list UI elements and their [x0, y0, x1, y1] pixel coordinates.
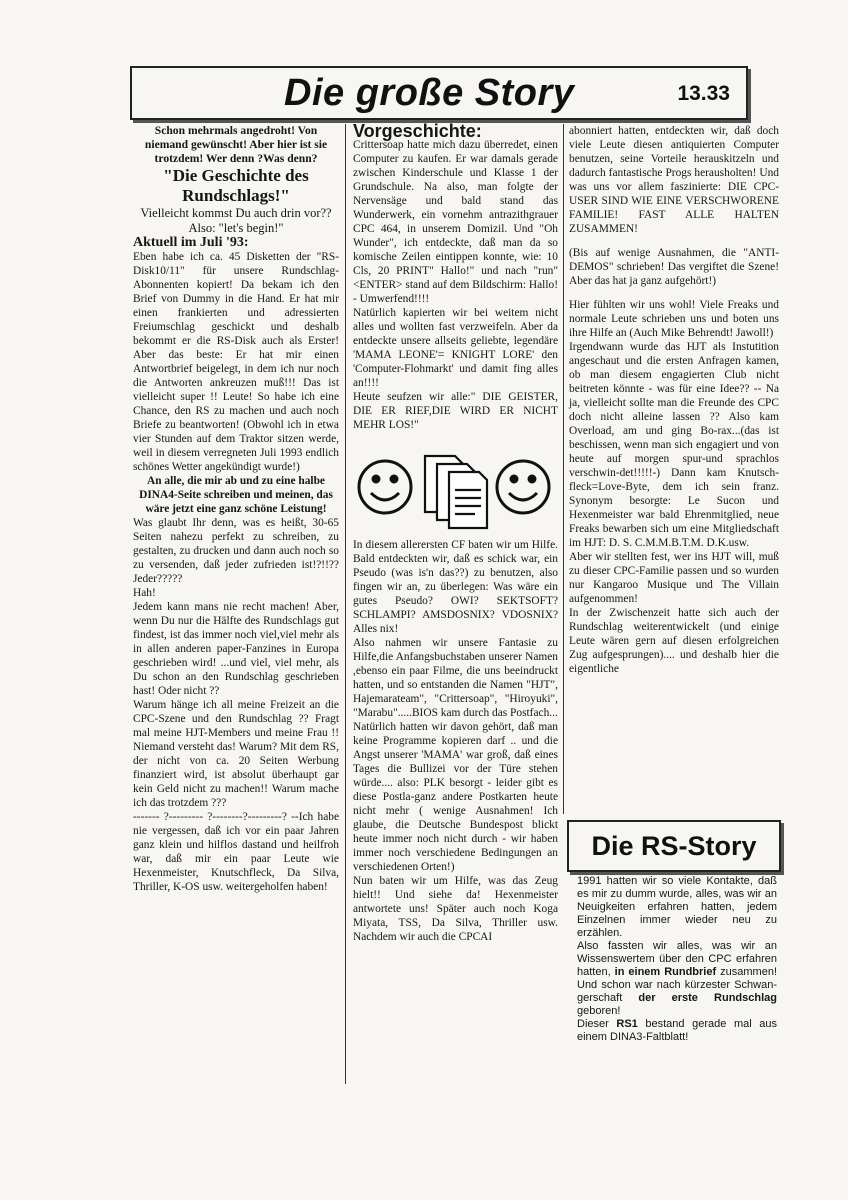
paragraph: Jedem kann mans nie recht machen! Aber, wenn Du nur die Hälfte des Rundschlags gut findest, ist das immer noch viel,viel mehr als in allen anderen paper-Fanzines in Europa geschrieben wird! ...und viel, viel mehr, als Du schon an den Rundschlag geschrieben hast! Oder nicht ??	[133, 601, 339, 697]
text: geboren!	[577, 1005, 621, 1017]
intro-line-2: Also: "let's begin!"	[188, 221, 284, 235]
rs-story-header-box	[567, 820, 781, 872]
smiley-right-icon	[497, 461, 549, 513]
paragraph: Natürlich hatten wir davon gehört, daß man keine Programme kopieren darf .. und die Angst unserer 'MAMA' war groß, daß eines Tages die Bullizei vor der Türe stehen würde.... also: PLK besorgt - leider gibt es diese Postla-ganz andere Postkarten heute nicht mehr ( wenige Ausnahmen! Ich glaube, die Deutsche Bundespost blickt heute immer noch nicht durch - wir haben immer noch verschiedene Bedingungen an verschiedenen Orten!)	[353, 721, 558, 873]
paragraph: Hah!	[133, 587, 156, 599]
paragraph: Crittersoap hatte mich dazu überredet, einen Computer zu kaufen. Er war damals gerade zwischen Kinderschule und Klasse 1 der Grundschule. Na also, man folgte der Nervensäge und bald stand das Wunderwerk, ein vornehm antrazithgrauer CPC 464, in unserem Domizil. Und "Oh Wunder", ich entdeckte, daß man da so komische Zeilen eintippen konnte, wie: 10 Cls, 20 PRINT" Hallo!" und nach "run" <ENTER> stand auf dem Bildschirm: Hallo! - Umwerfend!!!!	[353, 139, 558, 305]
paragraph: (Bis auf wenige Ausnahmen, die "ANTI-DEMOS" schrieben! Das vergiftet die Szene! Aber das hat ja ganz aufgehört!)	[569, 247, 779, 287]
paragraph: In diesem allerersten CF baten wir um Hilfe. Bald entdeckten wir, daß es schick war, ein Pseudo (was is'n das??) zu benutzen, also fingen wir an, zu überlegen: Was wäre ein gutes Pseudo? OWI? SEKTSOFT? SCHLAMPI? AMSDOSNIX? VDOSNIX? Alles nix!	[353, 539, 558, 635]
header-box	[130, 66, 748, 120]
paragraph: Natürlich kapierten wir bei weitem nicht alles und wollten fast verzweifeln. Aber da entdeckte unsere allseits geliebte, legendäre 'MAMA LEONE'= KNIGHT LORE' den 'Computer-Flohmarkt' und damit fing alles an!!!!	[353, 307, 558, 389]
paragraph: Warum hänge ich all meine Freizeit an die CPC-Szene und den Rundschlag ?? Fragt mal meine HJT-Members und meine Frau !! Niemand versteht das! Warum? Mit dem RS, der nicht von ca. 20 Seiten Werbung finanziert wird, ist absolut überhaupt gar kein Geld nicht zu machen!! Warum mache ich das trotzdem ???	[133, 699, 339, 809]
paragraph	[577, 940, 777, 1018]
paragraph: Irgendwann wurde das HJT als Instutition angeschaut und die ersten Anfragen kamen, ob man diesem engagierten Club nicht beitreten könnte - was für eine Idee?? -- Na ja, vielleicht sollte man die Freunde des CPC doch nicht alleine lassen ?? Also kam Overload, am und ging Bo-rax...(das ist beschissen, wenn man sich engagiert und von heute auf morgen spur-und sprachlos verschwin-det!!!!!-) Dann kam Knutsch-fleck=Love-Byte, dem ich sein franz. Synonym besorgte: Le Sucon und Hexenmeister war bald Ehrenmitglied, neue Freaks bewarben sich um eine Mitgliedschaft im HJT: D. S. C.M.M.B.T.M. D.K.usw.	[569, 341, 779, 549]
text: Also fassten wir alles, was wir an Wissenswertem über den CPC erfahren hatten,	[577, 940, 777, 978]
page-title: Die große Story	[284, 72, 575, 114]
page-number: 13.33	[677, 82, 730, 105]
column-1	[133, 124, 339, 894]
section-heading-vorgeschichte: Vorgeschichte:	[353, 121, 482, 141]
column-divider-2	[563, 124, 564, 814]
smiley-left-icon	[359, 461, 411, 513]
intro-line-1: Vielleicht kommst Du auch drin vor??	[140, 206, 332, 220]
text: zusammen! Und schon war nach kürzester Schwan-gerschaft	[577, 966, 777, 1004]
story-title: "Die Geschichte des Rundschlags!"	[163, 166, 309, 205]
bold-text: RS1	[616, 1018, 638, 1030]
column-2	[353, 121, 558, 944]
column-3	[569, 124, 779, 676]
documents-icon	[425, 456, 487, 528]
paragraph: ------- ?--------- ?--------?---------? --Ich habe nie vergessen, daß ich vor ein paar Jahren ganz klein und hilflos dastand und heilfroh war, daß mir ein paar Leute wie Hexenmeister, Knutschfleck, Da Silva, Thriller, K-OS usw. weitergeholfen haben!	[133, 811, 339, 893]
bold-text: in einem Rundbrief	[614, 966, 717, 978]
paragraph: In der Zwischenzeit hatte sich auch der Rundschlag weiterentwickelt (und einige Leute wären gern auf diesen erfolgreichen Zug aufgesprungen).... und deshalb hier die eigentliche	[569, 607, 779, 675]
text: bestand gerade mal aus einem DINA3-Faltblatt!	[577, 1018, 777, 1043]
section-heading-aktuell: Aktuell im Juli '93:	[133, 235, 249, 250]
paragraph: Nun baten wir um Hilfe, was das Zeug hielt!! Und siehe da! Hexenmeister antwortete uns! Später auch noch Koga Miyata, TSS, Da Silva, Thriller usw. Nachdem wir auch die CPCAI	[353, 875, 558, 943]
text: Dieser	[577, 1018, 609, 1030]
paragraph: Also nahmen wir unsere Fantasie zu Hilfe,die Anfangsbuchstaben unserer Namen ,ebenso ein paar Filme, die uns beeindruckt hatten, und so entstanden die Namen "HJT", Hajemarateam", "Crittersoap", "Hiroyuki", "Marabu".....BIOS kam durch das Postfach...	[353, 637, 558, 719]
paragraph: 1991 hatten wir so viele Kontakte, daß es mir zu dumm wurde, alles, was wir an Neuigkeiten erfahren hatten, jedem Einzelnen immer wieder neu zu erzählen.	[577, 875, 777, 939]
bold-paragraph: An alle, die mir ab und zu eine halbe DINA4-Seite schreiben und meinen, das wäre jetzt eine ganz schöne Leistung!	[139, 475, 333, 515]
paragraph: Was glaubt Ihr denn, was es heißt, 30-65 Seiten nahezu perfekt zu schreiben, zu gestalten, zu drucken und dann auch noch so zu versenden, daß jeder zufrieden ist!?!!?? Jeder?????	[133, 517, 339, 585]
rs-story-text	[577, 875, 777, 1044]
paragraph: Hier fühlten wir uns wohl! Viele Freaks und normale Leute schrieben uns und boten uns ihre Hilfe an (Auch Mike Behrendt! Jawoll!)	[569, 299, 779, 339]
column-divider-1	[345, 124, 346, 1084]
paragraph: Eben habe ich ca. 45 Disketten der "RS-Disk10/11" für unsere Rundschlag-Abonnenten kopiert! Da bekam ich den Brief von Dummy in die Hand. Er hat mir einen frankierten und adressierten Freiumschlag geschickt und deshalb bekommt er die RS-Disk auch als Erster! Aber das beste: Er hat mir einen Antwortbrief beigelegt, in dem ich nur noch die Antworten ankreuzen muß!!! Das ist vielleicht super !! Leute! So habe ich eine Chance, den RS zu machen und auch noch Briefe zu beantworten! (Obwohl ich in etwa vier Stunden auf dem Traktor sitzen werde, weil in diesem verregneten Juli 1993 endlich schönes Wetter angekündigt wurde!)	[133, 251, 339, 473]
paragraph	[577, 1018, 777, 1044]
paragraph: Heute seufzen wir alle:" DIE GEISTER, DIE ER RIEF,DIE WIRD ER NICHT MEHR LOS!"	[353, 391, 558, 431]
illustration	[353, 432, 558, 538]
paragraph: Aber wir stellten fest, wer ins HJT will, muß zu dieser CPC-Familie passen und so wurden nur Kangaroo Musique und The Villain aufgenommen!	[569, 551, 779, 605]
rs-story-title: Die RS-Story	[591, 831, 757, 861]
bold-text: der erste Rundschlag	[638, 992, 777, 1004]
paragraph: abonniert hatten, entdeckten wir, daß doch viele Leute diesen antiquierten Computer benutzen, seine Vorteile herauskitzeln und dadurch fantastische Progs herausholten! Und was uns vor allem faszinierte: DIE CPC-USER SIND WIE EINE VERSCHWORENE FAMILIE! FAST ALLE HALTEN ZUSAMMEN!	[569, 125, 779, 235]
intro-bold-text: Schon mehrmals angedroht! Von niemand gewünscht! Aber hier ist sie trotzdem! Wer denn ?Was denn?	[144, 124, 328, 165]
